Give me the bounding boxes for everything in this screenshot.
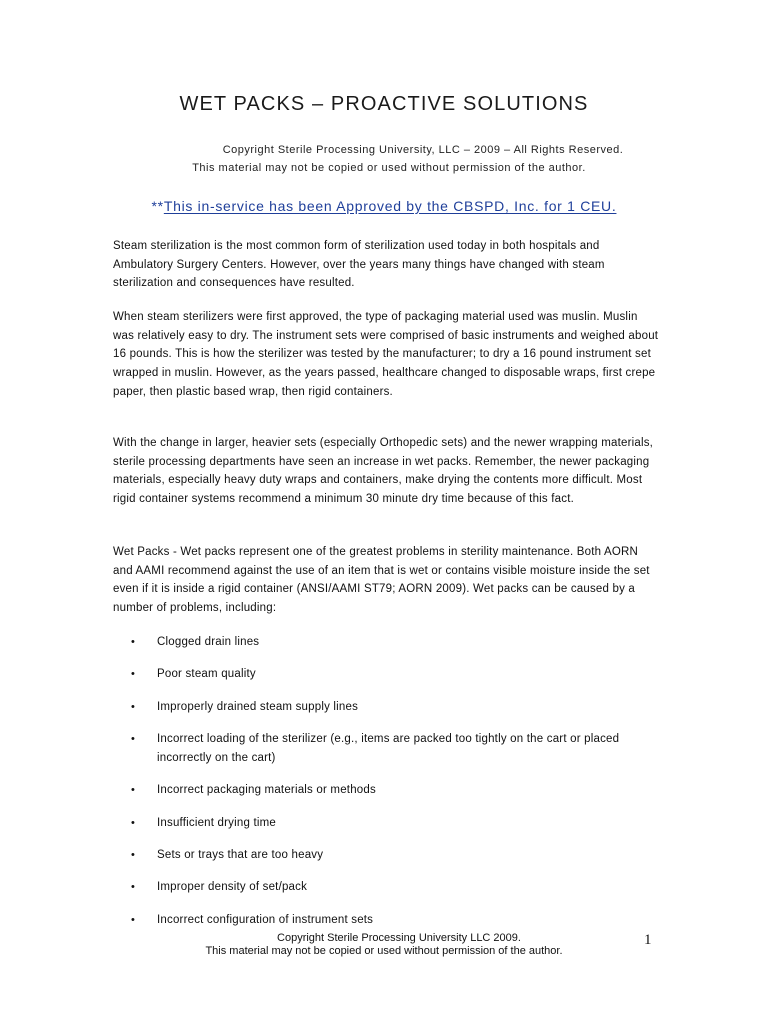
paragraph-wet-packs: Wet Packs - Wet packs represent one of the greatest problems in sterility maintenance. Both AORN and AAMI recommend against the use of an item that is wet or contains visible moisture inside the set even if it is inside a rigid container (ANSI/AAMI ST79; AORN 2009). Wet packs can be caused by a number of problems, including: [113, 546, 650, 615]
list-item [113, 698, 661, 717]
list-item-text: Insufficient drying time [157, 816, 277, 829]
list-item [113, 814, 661, 833]
footer-copyright: Copyright Sterile Processing University LLC 2009. [277, 932, 521, 944]
bullet-icon: • [131, 913, 136, 926]
wet-pack-causes-list [113, 633, 661, 943]
bullet-icon: • [131, 700, 136, 713]
list-item-text: Incorrect packaging materials or methods [157, 784, 376, 797]
list-item-text: Improperly drained steam supply lines [157, 700, 359, 713]
approval-stars: ** [151, 198, 164, 214]
bullet-icon: • [131, 784, 136, 797]
permission-notice: This material may not be copied or used without permission of the author. [192, 162, 586, 174]
footer-permission: This material may not be copied or used without permission of the author. [205, 945, 563, 957]
list-item [113, 665, 661, 684]
bullet-icon: • [131, 816, 136, 829]
list-item [113, 730, 661, 767]
page-footer [0, 932, 768, 958]
list-item [113, 878, 661, 897]
list-item [113, 911, 661, 930]
list-item [113, 781, 661, 800]
list-item-text: Improper density of set/pack [157, 881, 308, 894]
page-number: 1 [644, 932, 652, 948]
ceu-approval-notice [0, 198, 768, 214]
copyright-notice: Copyright Sterile Processing University, LLC – 2009 – All Rights Reserved. [222, 144, 624, 156]
page-title: WET PACKS – PROACTIVE SOLUTIONS [179, 93, 589, 115]
list-item-text: Poor steam quality [157, 668, 256, 681]
paragraph-heavier-sets: With the change in larger, heavier sets (especially Orthopedic sets) and the newer wrapping materials, sterile processing departments have seen an increase in wet packs. Remember, the newer packaging materials, especially heavy duty wraps and containers, make drying the contents more difficult. Most rigid container systems recommend a minimum 30 minute dry time because of this fact. [113, 437, 654, 506]
paragraph-intro: Steam sterilization is the most common form of sterilization used today in both hospitals and Ambulatory Surgery Centers. However, over the years many things have changed with steam sterilization and consequences have resulted. [113, 240, 605, 290]
list-item [113, 633, 661, 652]
approval-text: This in-service has been Approved by the CBSPD, Inc. for 1 CEU. [163, 198, 617, 214]
paragraph-history: When steam sterilizers were first approved, the type of packaging material used was muslin. Muslin was relatively easy to dry. The instrument sets were comprised of basic instruments and weighed about 16 pounds. This is how the sterilizer was tested by the manufacturer; to dry a 16 pound instrument set wrapped in muslin. However, as the years passed, healthcare changed to disposable wraps, first crepe paper, then plastic based wrap, then rigid containers. [113, 311, 659, 398]
bullet-icon: • [131, 636, 136, 648]
list-item-text: Incorrect configuration of instrument sets [157, 913, 374, 926]
bullet-icon: • [131, 668, 136, 681]
list-item-text: Clogged drain lines [157, 636, 260, 648]
list-item-text: Incorrect loading of the sterilizer (e.g., items are packed too tightly on the cart or placed incorrectly on the cart) [157, 733, 620, 764]
list-item-text: Sets or trays that are too heavy [157, 849, 324, 862]
list-item [113, 846, 661, 865]
bullet-icon: • [131, 881, 136, 894]
bullet-icon: • [131, 733, 136, 746]
bullet-icon: • [131, 849, 136, 862]
